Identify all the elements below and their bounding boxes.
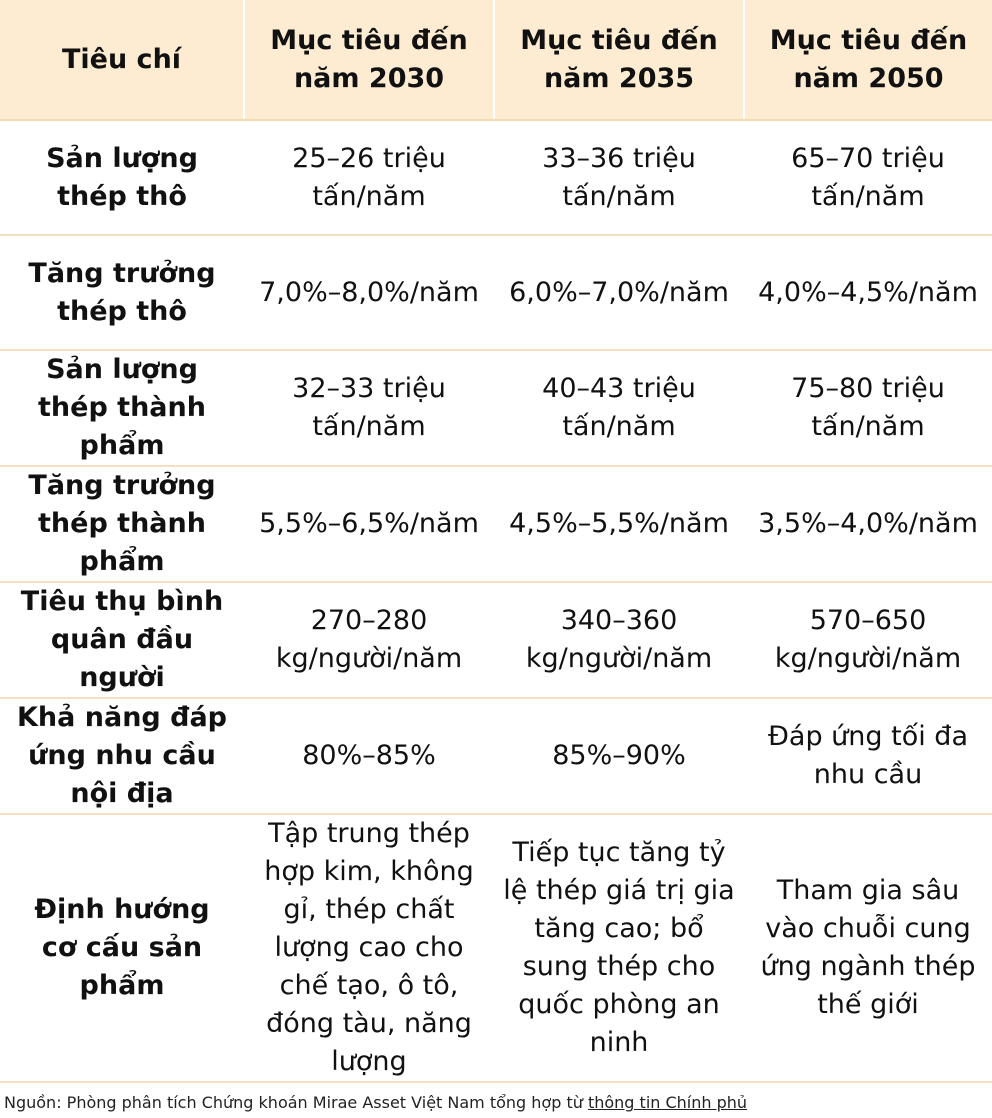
table-header-row: [0, 0, 992, 120]
cell-2030: 7,0%–8,0%/năm: [244, 235, 494, 350]
cell-2035: 33–36 triệu tấn/năm: [494, 120, 744, 235]
table-row: [0, 814, 992, 1082]
cell-2030: 25–26 triệu tấn/năm: [244, 120, 494, 235]
table-row: [0, 698, 992, 814]
cell-2030: 32–33 triệu tấn/năm: [244, 350, 494, 466]
header-target-2050: Mục tiêu đến năm 2050: [744, 0, 992, 120]
cell-2030: Tập trung thép hợp kim, không gỉ, thép chất lượng cao cho chế tạo, ô tô, đóng tàu, năng lượng: [244, 814, 494, 1082]
cell-2050: 570–650 kg/người/năm: [744, 582, 992, 698]
source-link[interactable]: thông tin Chính phủ: [587, 1093, 748, 1112]
cell-2035: 4,5%–5,5%/năm: [494, 466, 744, 582]
header-target-2030: Mục tiêu đến năm 2030: [244, 0, 494, 120]
table-row: [0, 120, 992, 235]
row-criterion: Tiêu thụ bình quân đầu người: [0, 582, 244, 698]
source-prefix: Nguồn: Phòng phân tích Chứng khoán Mirae Asset Việt Nam tổng hợp từ: [4, 1093, 588, 1112]
row-criterion: Tăng trưởng thép thô: [0, 235, 244, 350]
row-criterion: Sản lượng thép thành phẩm: [0, 350, 244, 466]
row-criterion: Sản lượng thép thô: [0, 120, 244, 235]
source-note: [4, 1092, 747, 1114]
table-row: [0, 235, 992, 350]
cell-2050: 3,5%–4,0%/năm: [744, 466, 992, 582]
cell-2030: 80%–85%: [244, 698, 494, 814]
table-row: [0, 582, 992, 698]
cell-2050: 75–80 triệu tấn/năm: [744, 350, 992, 466]
cell-2035: 340–360 kg/người/năm: [494, 582, 744, 698]
cell-2050: Tham gia sâu vào chuỗi cung ứng ngành thép thế giới: [744, 814, 992, 1082]
cell-2050: Đáp ứng tối đa nhu cầu: [744, 698, 992, 814]
cell-2035: Tiếp tục tăng tỷ lệ thép giá trị gia tăng cao; bổ sung thép cho quốc phòng an ninh: [494, 814, 744, 1082]
header-criteria: Tiêu chí: [0, 0, 244, 120]
cell-2030: 5,5%–6,5%/năm: [244, 466, 494, 582]
table-row: [0, 466, 992, 582]
header-target-2035: Mục tiêu đến năm 2035: [494, 0, 744, 120]
cell-2050: 4,0%–4,5%/năm: [744, 235, 992, 350]
cell-2035: 85%–90%: [494, 698, 744, 814]
table-row: [0, 350, 992, 466]
cell-2035: 40–43 triệu tấn/năm: [494, 350, 744, 466]
row-criterion: Khả năng đáp ứng nhu cầu nội địa: [0, 698, 244, 814]
cell-2050: 65–70 triệu tấn/năm: [744, 120, 992, 235]
row-criterion: Định hướng cơ cấu sản phẩm: [0, 814, 244, 1082]
cell-2030: 270–280 kg/người/năm: [244, 582, 494, 698]
row-criterion: Tăng trưởng thép thành phẩm: [0, 466, 244, 582]
cell-2035: 6,0%–7,0%/năm: [494, 235, 744, 350]
